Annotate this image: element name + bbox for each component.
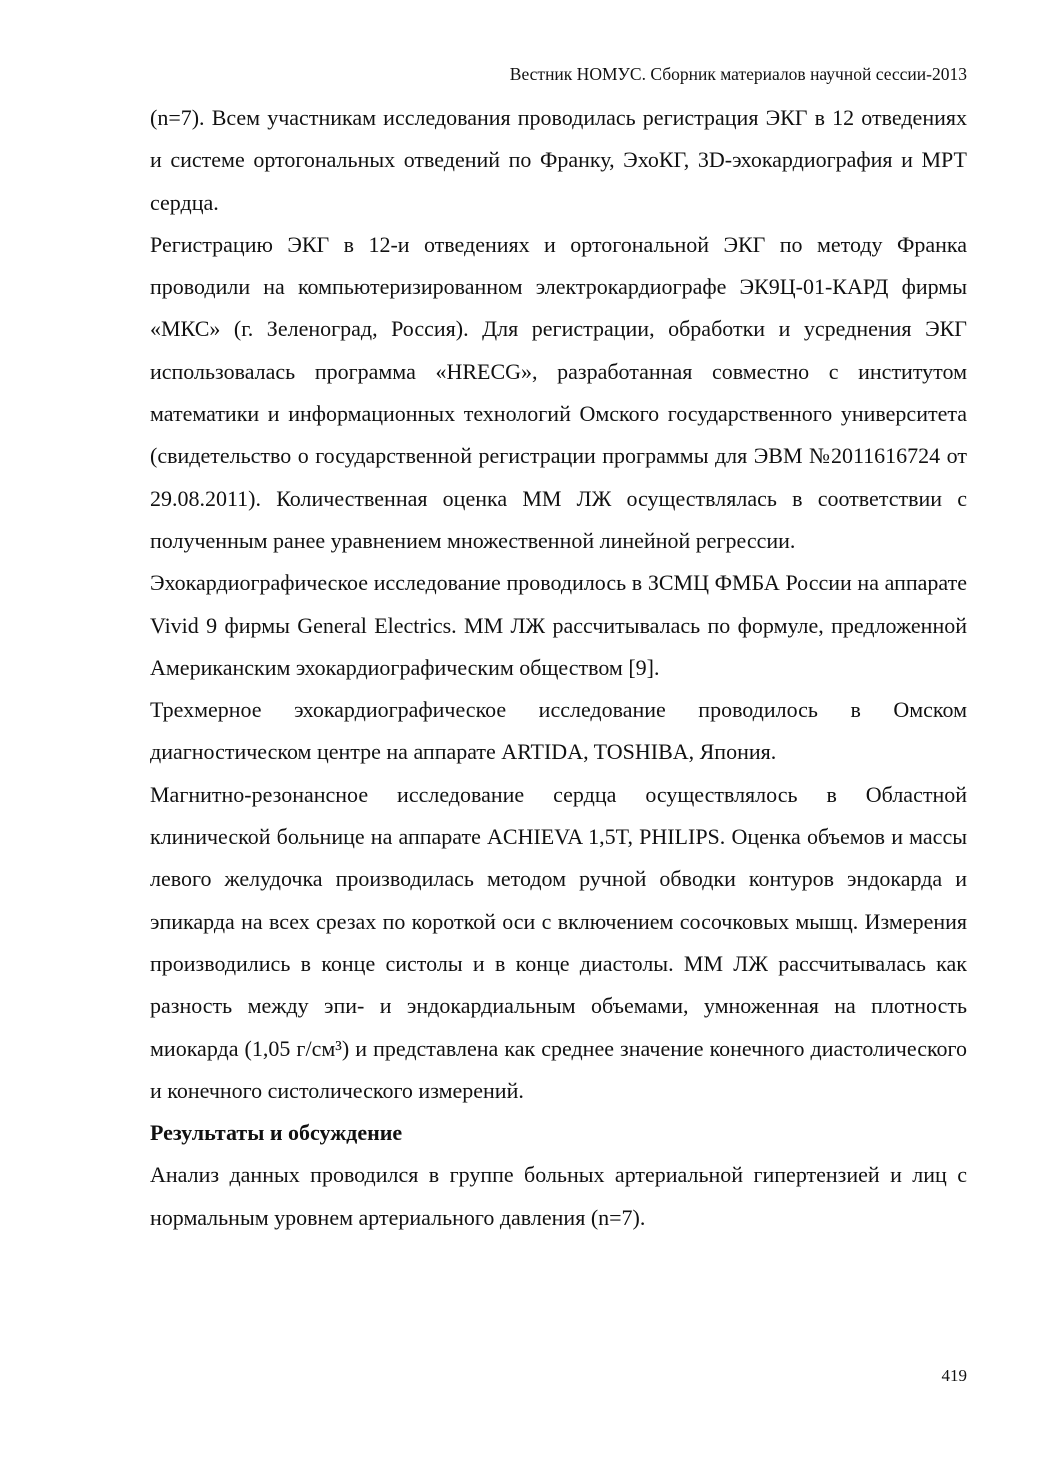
page-body <box>150 97 967 1239</box>
running-header: Вестник НОМУС. Сборник материалов научной сессии-2013 <box>509 64 967 84</box>
paragraph-echocardiography: Эхокардиографическое исследование проводилось в ЗСМЦ ФМБА России на аппарате Vivid 9 фирмы General Electrics. ММ ЛЖ рассчитывалась по формуле, предложенной Американским эхокардиографическим обществом [9]. <box>150 570 967 680</box>
paragraph-participants: (n=7). Всем участникам исследования проводилась регистрация ЭКГ в 12 отведениях и системе ортогональных отведений по Франку, ЭхоКГ, 3D-эхокардиография и МРТ сердца. <box>150 105 967 215</box>
page-number: 419 <box>941 1366 967 1385</box>
paragraph-3d-echo: Трехмерное эхокардиографическое исследование проводилось в Омском диагностическом центре на аппарате ARTIDA, TOSHIBA, Япония. <box>150 697 967 765</box>
paragraph-ecg-registration: Регистрацию ЭКГ в 12-и отведениях и ортогональной ЭКГ по методу Франка проводили на компьютеризированном электрокардиографе ЭК9Ц-01-КАРД фирмы «МКС» (г. Зеленоград, Россия). Для регистрации, обработки и усреднения ЭКГ использовалась программа «HRECG», разработанная совместно с институтом математики и информационных технологий Омского государственного университета (свидетельство о государственной регистрации программы для ЭВМ №2011616724 от 29.08.2011). Количественная оценка ММ ЛЖ осуществлялась в соответствии с полученным ранее уравнением множественной линейной регрессии. <box>150 231 967 553</box>
section-heading: Результаты и обсуждение <box>150 1120 403 1146</box>
paragraph-analysis: Анализ данных проводился в группе больных артериальной гипертензией и лиц с нормальным уровнем артериального давления (n=7). <box>150 1162 967 1230</box>
paragraph-mri: Магнитно-резонансное исследование сердца осуществлялось в Областной клинической больнице на аппарате ACHIEVA 1,5T, PHILIPS. Оценка объемов и массы левого желудочка производилась методом ручной обводки контуров эндокарда и эпикарда на всех срезах по короткой оси с включением сосочковых мышц. Измерения производились в конце систолы и в конце диастолы. ММ ЛЖ рассчитывалась как разность между эпи- и эндокардиальным объемами, умноженная на плотность миокарда (1,05 г/см³) и представлена как среднее значение конечного диастолического и конечного систолического измерений. <box>150 781 967 1103</box>
